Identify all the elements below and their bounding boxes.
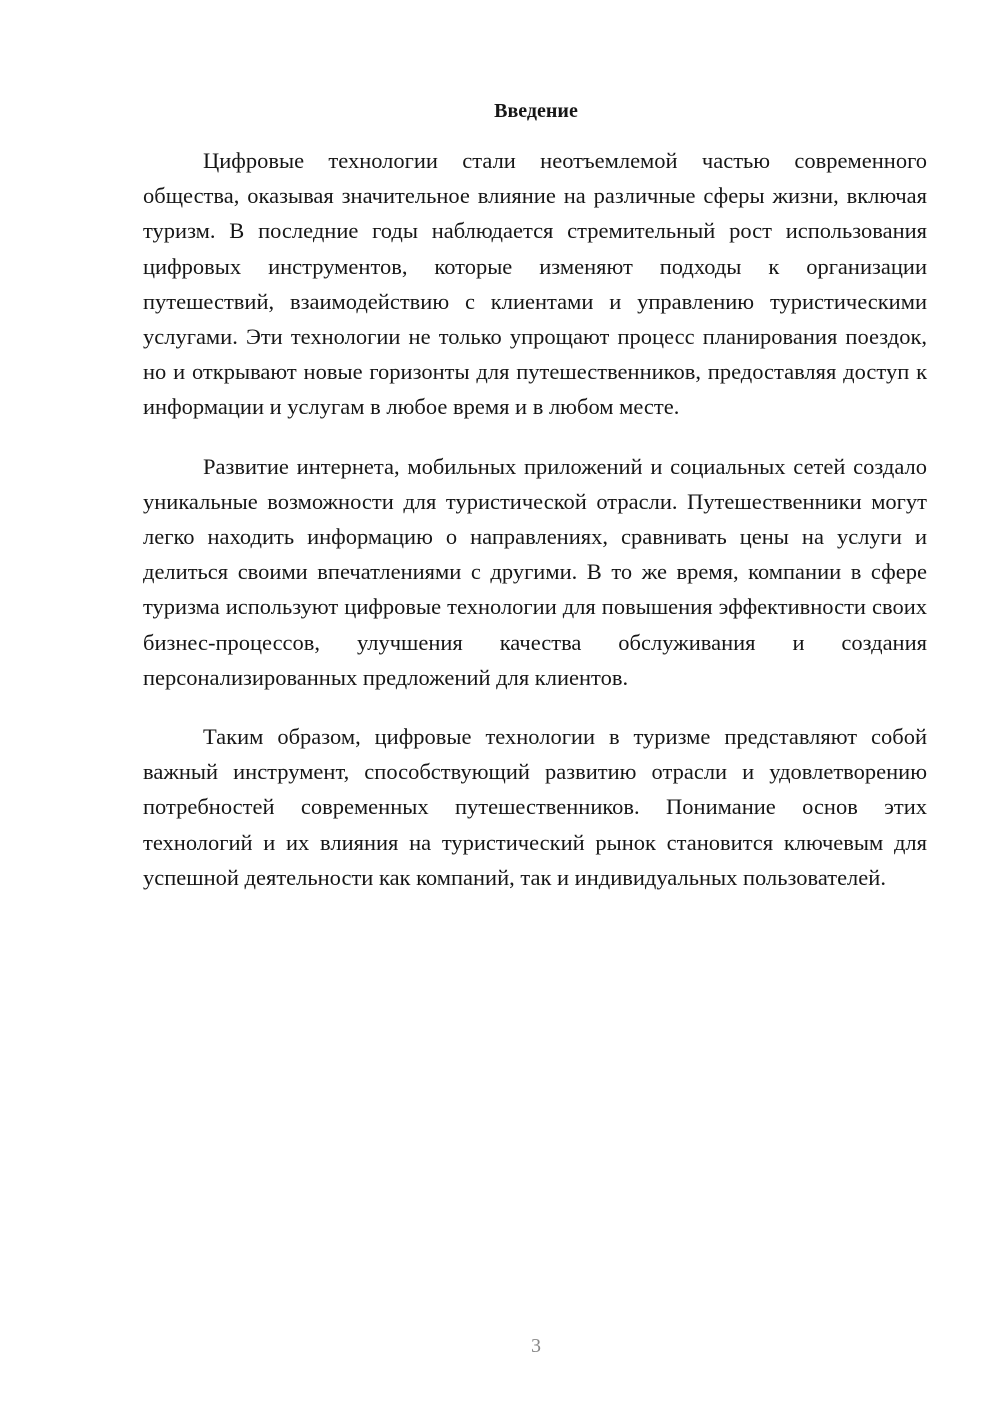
- body-text: [143, 143, 927, 919]
- page-title: Введение: [494, 100, 578, 122]
- paragraph-1: Цифровые технологии стали неотъемлемой частью современного общества, оказывая значительное влияние на различные сферы жизни, включая туризм. В последние годы наблюдается стремительный рост использования цифровых инструментов, которые изменяют подходы к организации путешествий, взаимодействию с клиентами и управлению туристическими услугами. Эти технологии не только упрощают процесс планирования поездок, но и открывают новые горизонты для путешественников, предоставляя доступ к информации и услугам в любое время и в любом месте.: [143, 148, 927, 420]
- paragraph-2: Развитие интернета, мобильных приложений и социальных сетей создало уникальные возможности для туристической отрасли. Путешественники могут легко находить информацию о направлениях, сравнивать цены на услуги и делиться своими впечатлениями с другими. В то же время, компании в сфере туризма используют цифровые технологии для повышения эффективности своих бизнес-процессов, улучшения качества обслуживания и создания персонализированных предложений для клиентов.: [143, 453, 927, 690]
- paragraph-3: Таким образом, цифровые технологии в туризме представляют собой важный инструмент, способствующий развитию отрасли и удовлетворению потребностей современных путешественников. Понимание основ этих технологий и их влияния на туристический рынок становится ключевым для успешной деятельности как компаний, так и индивидуальных пользователей.: [143, 724, 927, 890]
- page-number: 3: [531, 1335, 541, 1357]
